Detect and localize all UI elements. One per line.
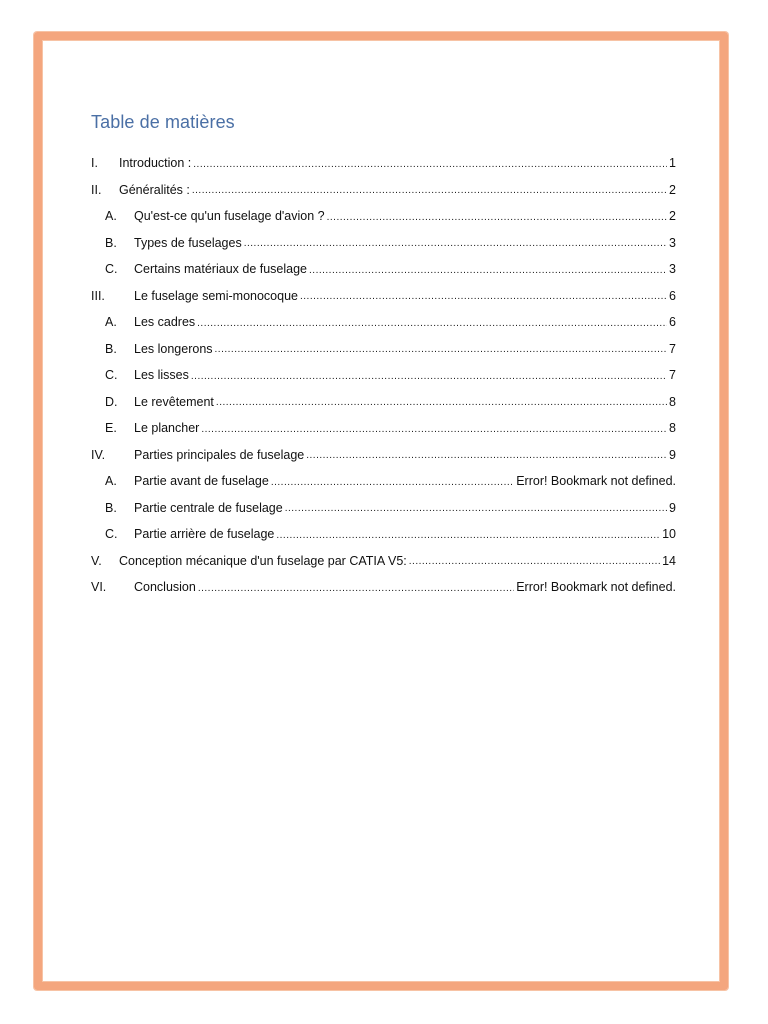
toc-number: A.	[105, 315, 117, 330]
toc-leader-dots	[409, 556, 660, 567]
toc-label: Le revêtement	[134, 394, 214, 409]
toc-label: Partie centrale de fuselage	[134, 500, 283, 515]
toc-entry-introduction[interactable]	[91, 150, 676, 177]
toc-page-number: 3	[669, 262, 676, 277]
toc-page-number: 10	[662, 527, 676, 542]
toc-number: VI.	[91, 580, 107, 595]
toc-page-number: 9	[669, 500, 676, 515]
toc-leader-dots	[276, 530, 660, 541]
toc-entry-cadres[interactable]	[91, 309, 676, 336]
toc-entry-semi-monocoque[interactable]	[91, 283, 676, 310]
toc-label: Le plancher	[134, 421, 200, 436]
toc-leader-dots	[327, 212, 667, 223]
toc-number: A.	[105, 474, 117, 489]
toc-label: Conception mécanique d'un fuselage par CATIA V5:	[119, 553, 407, 568]
toc-number: V.	[91, 553, 102, 568]
toc-page-number: 2	[669, 209, 676, 224]
toc-entry-lisses[interactable]	[91, 362, 676, 389]
toc-page-number: 7	[669, 368, 676, 383]
toc-label: Les longerons	[134, 341, 213, 356]
toc-label: Le fuselage semi-monocoque	[134, 288, 298, 303]
toc-page-number: 6	[669, 315, 676, 330]
toc-number: C.	[105, 368, 118, 383]
toc-label: Parties principales de fuselage	[134, 447, 305, 462]
toc-leader-dots	[215, 344, 668, 355]
toc-entry-generalites[interactable]	[91, 177, 676, 204]
toc-label: Introduction :	[119, 156, 192, 171]
toc-label: Les cadres	[134, 315, 196, 330]
toc-label: Conclusion	[134, 580, 196, 595]
toc-label: Types de fuselages	[134, 235, 242, 250]
toc-title: Table de matières	[91, 112, 235, 133]
toc-leader-dots	[197, 318, 667, 329]
toc-entry-materiaux[interactable]	[91, 256, 676, 283]
toc-number: B.	[105, 500, 117, 515]
toc-label: Qu'est-ce qu'un fuselage d'avion ?	[134, 209, 325, 224]
toc-number: A.	[105, 209, 117, 224]
toc-page-number: 8	[669, 394, 676, 409]
toc-number: B.	[105, 235, 117, 250]
toc-number: E.	[105, 421, 117, 436]
toc-entry-partie-centrale[interactable]	[91, 495, 676, 522]
toc-number: II.	[91, 182, 102, 197]
toc-page-number: 7	[669, 341, 676, 356]
toc-entry-conception-catia[interactable]	[91, 548, 676, 575]
toc-number: B.	[105, 341, 117, 356]
toc-page-number: 8	[669, 421, 676, 436]
toc-page-number: 3	[669, 235, 676, 250]
toc-leader-dots	[306, 450, 667, 461]
toc-label: Partie arrière de fuselage	[134, 527, 275, 542]
toc-label: Partie avant de fuselage	[134, 474, 269, 489]
toc-leader-dots	[216, 397, 667, 408]
toc-entry-partie-arriere[interactable]	[91, 521, 676, 548]
toc-page-number: Error! Bookmark not defined.	[516, 474, 676, 489]
toc-page-number: 1	[669, 156, 676, 171]
toc-page-number: 9	[669, 447, 676, 462]
toc-entry-conclusion[interactable]	[91, 574, 676, 601]
toc-leader-dots	[244, 238, 667, 249]
toc-number: III.	[91, 288, 105, 303]
toc-entry-longerons[interactable]	[91, 336, 676, 363]
toc-leader-dots	[191, 371, 667, 382]
toc-label: Les lisses	[134, 368, 189, 383]
toc-number: D.	[105, 394, 118, 409]
toc-leader-dots	[271, 477, 514, 488]
toc-number: I.	[91, 156, 98, 171]
toc-leader-dots	[285, 503, 667, 514]
toc-leader-dots	[192, 185, 667, 196]
toc-page-number: 14	[662, 553, 676, 568]
toc-leader-dots	[201, 424, 667, 435]
toc-number: C.	[105, 262, 118, 277]
toc-number: C.	[105, 527, 118, 542]
toc-page-number: 6	[669, 288, 676, 303]
toc-entry-revetement[interactable]	[91, 389, 676, 416]
toc-leader-dots	[198, 583, 514, 594]
toc-leader-dots	[309, 265, 667, 276]
toc-leader-dots	[193, 159, 667, 170]
toc-entry-parties-principales[interactable]	[91, 442, 676, 469]
toc-label: Généralités :	[119, 182, 190, 197]
toc-label: Certains matériaux de fuselage	[134, 262, 308, 277]
toc-entry-types-fuselages[interactable]	[91, 230, 676, 257]
table-of-contents	[91, 150, 676, 601]
toc-entry-plancher[interactable]	[91, 415, 676, 442]
toc-page-number: Error! Bookmark not defined.	[516, 580, 676, 595]
toc-number: IV.	[91, 447, 106, 462]
toc-leader-dots	[300, 291, 667, 302]
toc-page-number: 2	[669, 182, 676, 197]
toc-entry-quest-ce-fuselage[interactable]	[91, 203, 676, 230]
toc-entry-partie-avant[interactable]	[91, 468, 676, 495]
